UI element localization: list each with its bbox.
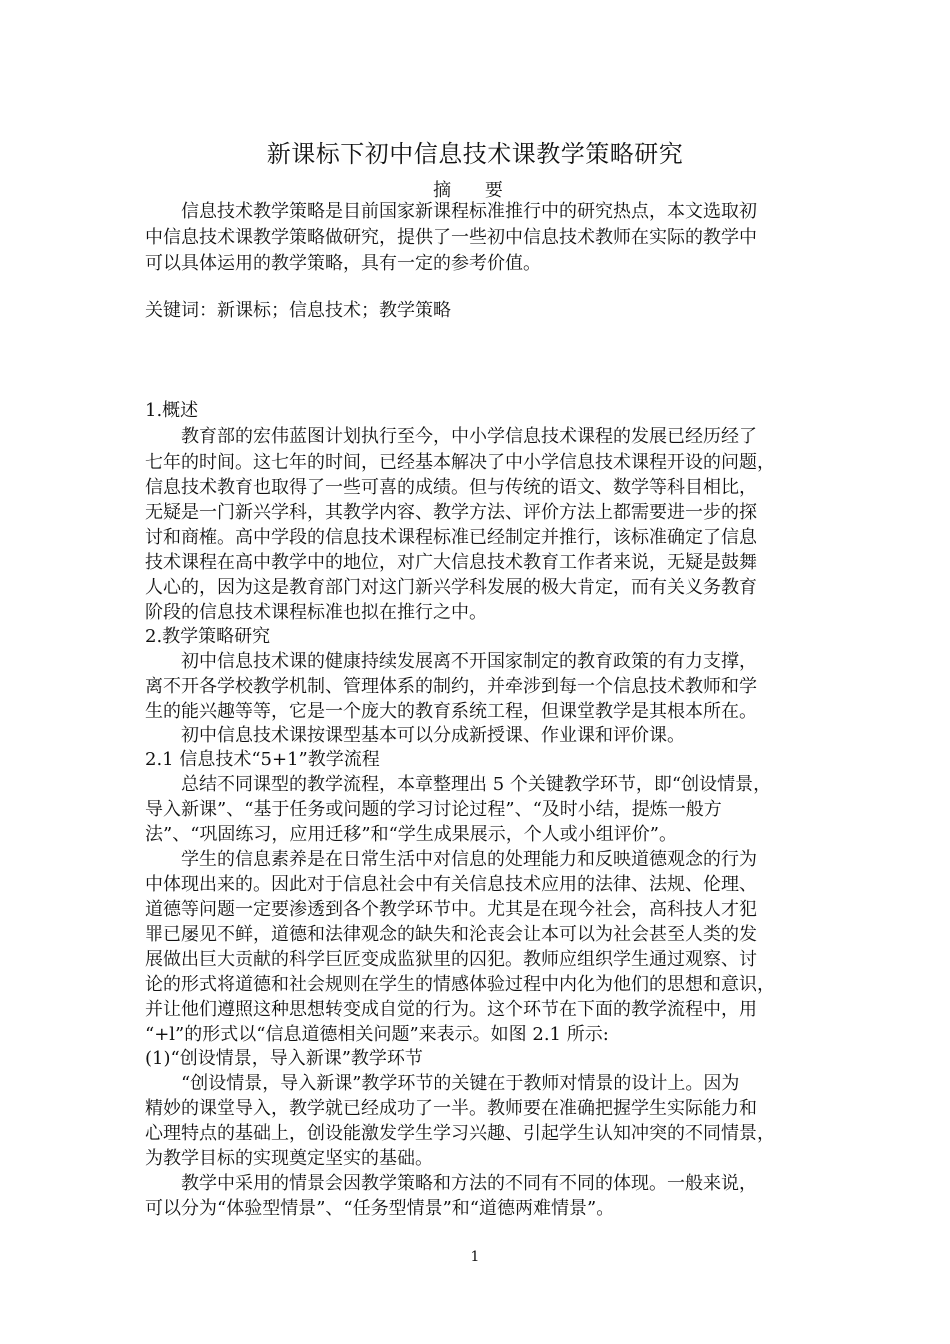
document-title: 新课标下初中信息技术课教学策略研究	[266, 140, 684, 168]
subsection-heading-1: (1)“创设情景，导入新课”教学环节	[145, 1048, 423, 1069]
body-line: 心理特点的基础上，创设能激发学生学习兴趣、引起学生认知冲突的不同情景，	[145, 1123, 775, 1144]
body-line: 七年的时间。这七年的时间，已经基本解决了中小学信息技术课程开设的问题，	[145, 452, 775, 473]
body-line: 道德等问题一定要渗透到各个教学环节中。尤其是在现今社会，高科技人才犯	[145, 899, 757, 920]
abstract-line: 信息技术教学策略是目前国家新课程标准推行中的研究热点，本文选取初	[181, 201, 757, 222]
body-line: 生的能兴趣等等，它是一个庞大的教育系统工程，但课堂教学是其根本所在。	[145, 701, 757, 722]
body-line: 技术课程在高中教学中的地位，对广大信息技术教育工作者来说，无疑是鼓舞	[145, 552, 757, 573]
body-line: 无疑是一门新兴学科，其教学内容、教学方法、评价方法上都需要进一步的探	[145, 502, 757, 523]
body-line: 并让他们遵照这种思想转变成自觉的行为。这个环节在下面的教学流程中，用	[145, 999, 757, 1020]
body-line: 人心的，因为这是教育部门对这门新兴学科发展的极大肯定，而有关义务教育	[145, 577, 757, 598]
body-line: 教学中采用的情景会因教学策略和方法的不同有不同的体现。一般来说，	[181, 1173, 757, 1194]
keywords: 关键词：新课标；信息技术；教学策略	[145, 300, 451, 321]
body-line: 为教学目标的实现奠定坚实的基础。	[145, 1148, 433, 1169]
body-line: 中体现出来的。因此对于信息社会中有关信息技术应用的法律、法规、伦理、	[145, 874, 757, 895]
body-line: 可以分为“体验型情景”、“任务型情景”和“道德两难情景”。	[145, 1198, 615, 1219]
body-line: 导入新课”、“基于任务或问题的学习讨论过程”、“及时小结，提炼一般方	[145, 799, 722, 820]
abstract-heading: 摘 要	[433, 180, 517, 201]
abstract-line: 可以具体运用的教学策略，具有一定的参考价值。	[145, 253, 541, 274]
body-line: 论的形式将道德和社会规则在学生的情感体验过程中内化为他们的思想和意识，	[145, 974, 775, 995]
body-line: “创设情景，导入新课”教学环节的关键在于教师对情景的设计上。因为	[181, 1073, 740, 1094]
body-line: 信息技术教育也取得了一些可喜的成绩。但与传统的语文、数学等科目相比，	[145, 477, 757, 498]
body-line: 学生的信息素养是在日常生活中对信息的处理能力和反映道德观念的行为	[181, 849, 757, 870]
body-line: 罪已屡见不鲜，道德和法律观念的缺失和沦丧会让本可以为社会甚至人类的发	[145, 924, 757, 945]
body-line: 讨和商榷。高中学段的信息技术课程标准已经制定并推行，该标准确定了信息	[145, 527, 757, 548]
body-line: 展做出巨大贡献的科学巨匠变成监狱里的囚犯。教师应组织学生通过观察、讨	[145, 949, 757, 970]
body-line: 阶段的信息技术课程标准也拟在推行之中。	[145, 602, 487, 623]
section-heading-2: 2.教学策略研究	[145, 626, 271, 647]
body-line: 精妙的课堂导入，教学就已经成功了一半。教师要在准确把握学生实际能力和	[145, 1098, 757, 1119]
body-line: “+l”的形式以“信息道德相关问题”来表示。如图 2.1 所示:	[145, 1024, 609, 1045]
body-line: 教育部的宏伟蓝图计划执行至今，中小学信息技术课程的发展已经历经了	[181, 426, 757, 447]
body-line: 总结不同课型的教学流程，本章整理出 5 个关键教学环节，即“创设情景，	[181, 774, 772, 795]
body-line: 法”、“巩固练习，应用迁移”和“学生成果展示，个人或小组评价”。	[145, 824, 678, 845]
page-number: 1	[470, 1249, 480, 1265]
body-line: 初中信息技术课按课型基本可以分成新授课、作业课和评价课。	[181, 725, 685, 746]
section-heading-1: 1.概述	[145, 400, 199, 421]
body-line: 离不开各学校教学机制、管理体系的制约，并牵涉到每一个信息技术教师和学	[145, 676, 757, 697]
abstract-line: 中信息技术课教学策略做研究，提供了一些初中信息技术教师在实际的教学中	[145, 227, 757, 248]
section-heading-2-1: 2.1 信息技术“5+1”教学流程	[145, 749, 380, 770]
body-line: 初中信息技术课的健康持续发展离不开国家制定的教育政策的有力支撑，	[181, 651, 757, 672]
